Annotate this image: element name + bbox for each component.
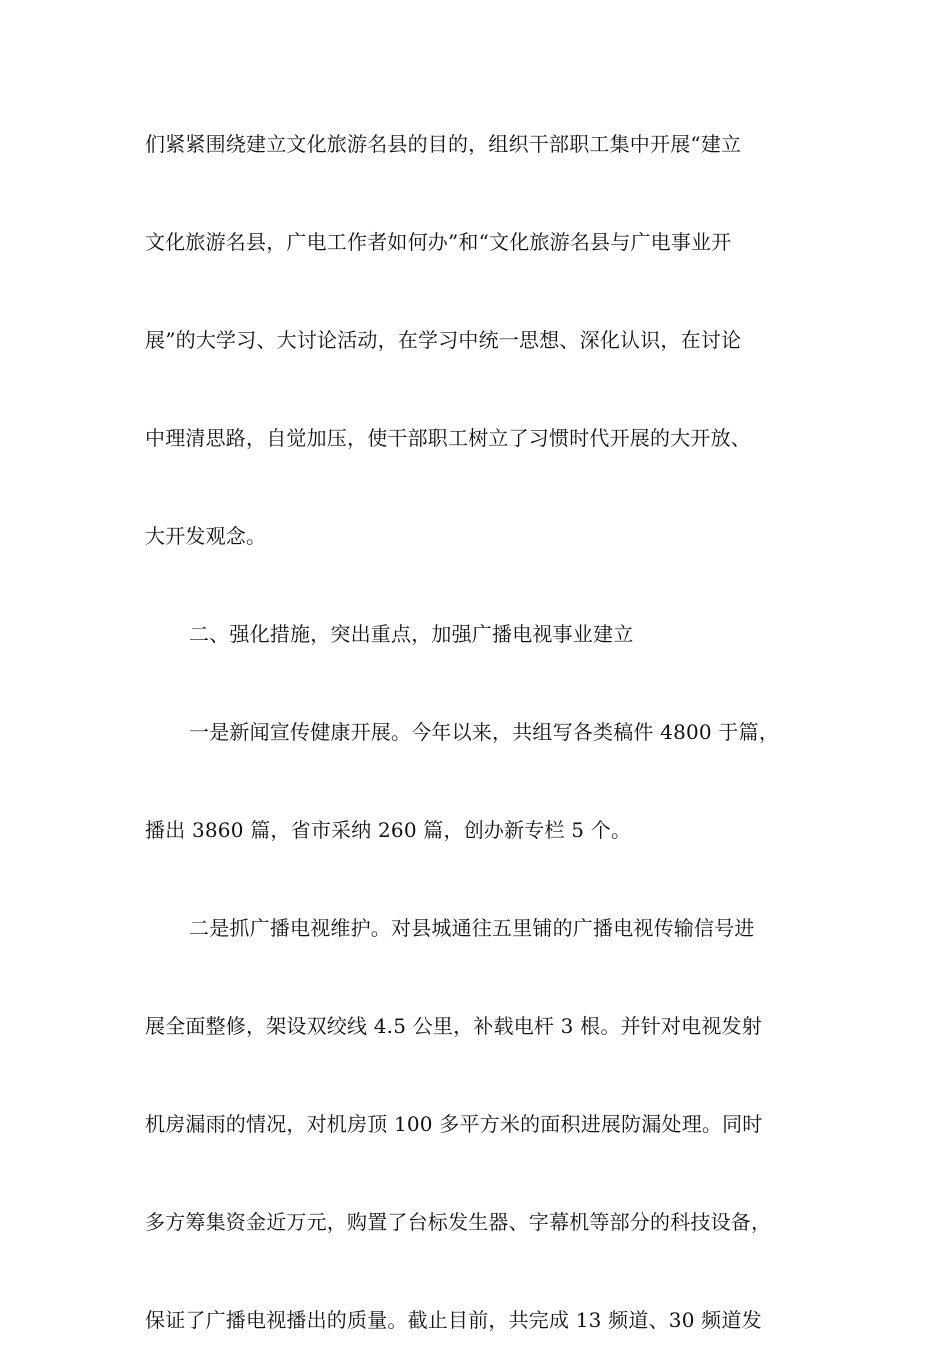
paragraph-line: 播出 3860 篇，省市采纳 260 篇，创办新专栏 5 个。 [145, 818, 632, 842]
line-spacer [145, 757, 810, 806]
line-spacer [145, 953, 810, 1002]
line-spacer [145, 267, 810, 316]
line-spacer [145, 659, 810, 708]
paragraph-line: 们紧紧围绕建立文化旅游名县的目的，组织干部职工集中开展“建立 [145, 132, 742, 156]
paragraph-line: 二、强化措施，突出重点，加强广播电视事业建立 [189, 622, 634, 646]
paragraph-line: 机房漏雨的情况，对机房顶 100 多平方米的面积进展防漏处理。同时 [145, 1112, 763, 1136]
paragraph-line: 中理清思路，自觉加压，使干部职工树立了习惯时代开展的大开放、 [145, 426, 751, 450]
paragraph-line: 保证了广播电视播出的质量。截止目前，共完成 13 频道、30 频道发 [145, 1308, 762, 1332]
paragraph-line: 大开发观念。 [145, 524, 267, 548]
line-spacer [145, 1247, 810, 1296]
paragraph-line: 展”的大学习、大讨论活动，在学习中统一思想、深化认识，在讨论 [145, 328, 742, 352]
paragraph-line: 多方筹集资金近万元，购置了台标发生器、字幕机等部分的科技设备， [145, 1210, 772, 1234]
paragraph-line: 展全面整修，架设双绞线 4.5 公里，补载电杆 3 根。并针对电视发射 [145, 1014, 762, 1038]
line-spacer [145, 561, 810, 610]
line-spacer [145, 1051, 810, 1100]
line-spacer [145, 365, 810, 414]
line-spacer [145, 855, 810, 904]
line-spacer [145, 1149, 810, 1198]
paragraph-line: 二是抓广播电视维护。对县城通往五里铺的广播电视传输信号进 [189, 916, 755, 940]
paragraph-line: 一是新闻宣传健康开展。今年以来，共组写各类稿件 4800 于篇， [189, 720, 780, 744]
line-spacer [145, 169, 810, 218]
body-text [145, 120, 810, 1345]
paragraph-line: 文化旅游名县，广电工作者如何办”和“文化旅游名县与广电事业开 [145, 230, 732, 254]
line-spacer [145, 463, 810, 512]
